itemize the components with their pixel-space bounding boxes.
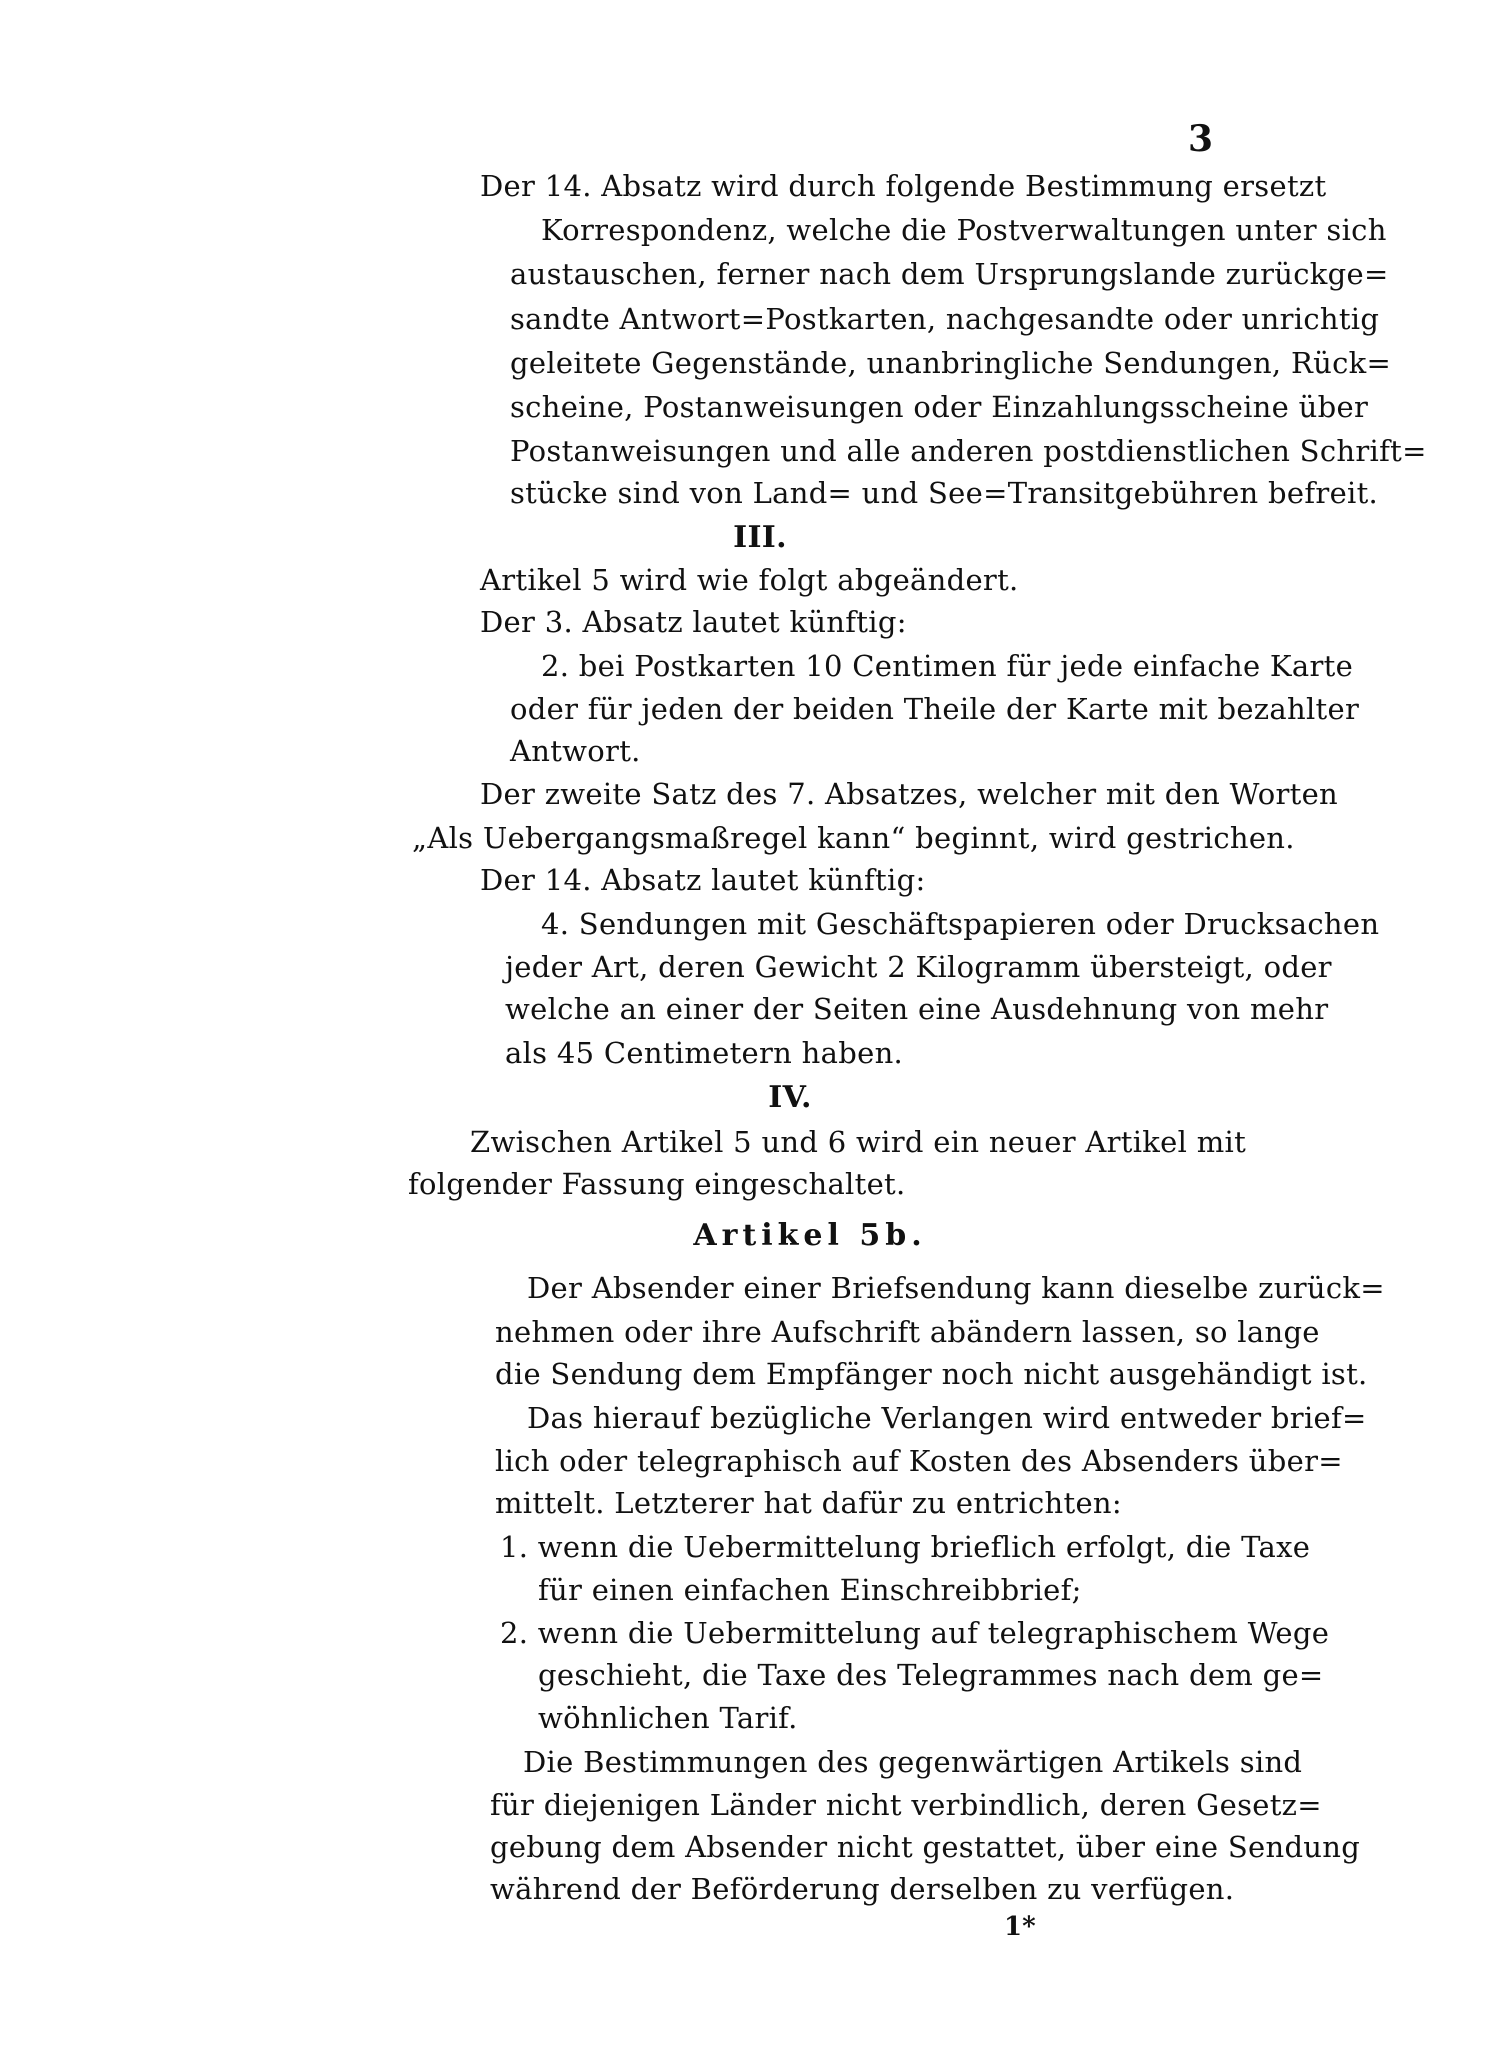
section-heading-iv: IV. (768, 1080, 812, 1115)
signature-mark: 1* (1004, 1912, 1036, 1942)
text-line: die Sendung dem Empfänger noch nicht ausgehändigt ist. (495, 1357, 1368, 1391)
list-item-continuation: wöhnlichen Tarif. (538, 1701, 798, 1735)
page-number: 3 (1188, 118, 1214, 160)
text-line: Die Bestimmungen des gegenwärtigen Artikels sind (523, 1745, 1303, 1779)
list-item-continuation: für einen einfachen Einschreibbrief; (538, 1573, 1082, 1607)
text-line: Zwischen Artikel 5 und 6 wird ein neuer Artikel mit (470, 1125, 1247, 1159)
text-line: Der 14. Absatz wird durch folgende Bestimmung ersetzt (480, 169, 1327, 203)
list-item: 1. wenn die Uebermittelung brieflich erfolgt, die Taxe (500, 1530, 1311, 1564)
text-line: Artikel 5 wird wie folgt abgeändert. (480, 563, 1019, 597)
text-line: stücke sind von Land= und See=Transitgebühren befreit. (510, 476, 1379, 510)
text-line: 4. Sendungen mit Geschäftspapieren oder Drucksachen (541, 907, 1380, 941)
text-line: Antwort. (510, 734, 641, 768)
text-line: welche an einer der Seiten eine Ausdehnung von mehr (505, 992, 1329, 1026)
text-line: 2. bei Postkarten 10 Centimen für jede einfache Karte (541, 649, 1354, 683)
list-item-continuation: geschieht, die Taxe des Telegrammes nach dem ge= (538, 1658, 1324, 1692)
text-line: als 45 Centimetern haben. (505, 1036, 904, 1070)
text-line: oder für jeden der beiden Theile der Karte mit bezahlter (510, 692, 1360, 726)
text-line: Der zweite Satz des 7. Absatzes, welcher mit den Worten (480, 777, 1339, 811)
text-line: Der Absender einer Briefsendung kann dieselbe zurück= (527, 1271, 1385, 1305)
text-line: sandte Antwort=Postkarten, nachgesandte oder unrichtig (510, 302, 1380, 336)
section-heading-iii: III. (733, 520, 787, 555)
text-line: scheine, Postanweisungen oder Einzahlungsscheine über (510, 390, 1369, 424)
text-line: für diejenigen Länder nicht verbindlich, deren Gesetz= (490, 1788, 1322, 1822)
text-line: lich oder telegraphisch auf Kosten des Absenders über= (495, 1444, 1343, 1478)
text-line: nehmen oder ihre Aufschrift abändern lassen, so lange (495, 1315, 1320, 1349)
text-line: Der 14. Absatz lautet künftig: (480, 863, 926, 897)
text-line: folgender Fassung eingeschaltet. (408, 1167, 906, 1201)
text-line: mittelt. Letzterer hat dafür zu entrichten: (495, 1486, 1122, 1520)
text-line: Der 3. Absatz lautet künftig: (480, 605, 907, 639)
article-heading-5b: Artikel 5b. (693, 1218, 927, 1253)
text-line: geleitete Gegenstände, unanbringliche Sendungen, Rück= (510, 346, 1392, 380)
text-line: „Als Uebergangsmaßregel kann“ beginnt, wird gestrichen. (412, 821, 1295, 855)
text-line: Postanweisungen und alle anderen postdienstlichen Schrift= (510, 434, 1427, 468)
text-line: während der Beförderung derselben zu verfügen. (490, 1872, 1235, 1906)
text-line: gebung dem Absender nicht gestattet, über eine Sendung (490, 1830, 1361, 1864)
text-line: Korrespondenz, welche die Postverwaltungen unter sich (541, 213, 1387, 247)
text-line: Das hierauf bezügliche Verlangen wird entweder brief= (527, 1401, 1367, 1435)
list-item: 2. wenn die Uebermittelung auf telegraphischem Wege (500, 1616, 1330, 1650)
text-line: austauschen, ferner nach dem Ursprungslande zurückge= (510, 257, 1389, 291)
text-line: jeder Art, deren Gewicht 2 Kilogramm übersteigt, oder (505, 950, 1332, 984)
